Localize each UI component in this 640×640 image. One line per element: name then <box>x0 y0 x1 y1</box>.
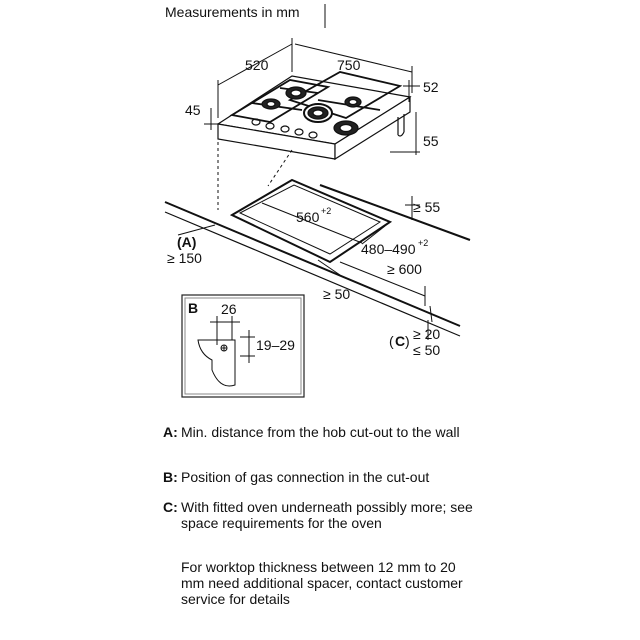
legend-key: A: <box>163 424 178 440</box>
legend-text: With fitted oven underneath possibly more; see space requirements for the oven <box>181 499 473 531</box>
dim-cutout-depth: 480–490 <box>361 241 416 257</box>
dim-edge-offset: 52 <box>423 79 439 95</box>
legend-key: B: <box>163 469 178 485</box>
diagram-title: Measurements in mm <box>165 4 300 20</box>
dim-oven-distance-max: ≤ 50 <box>413 342 441 358</box>
marker-c-close: ) <box>405 333 410 349</box>
dim-cutout-depth-tolerance: +2 <box>418 238 429 248</box>
hob-drawing <box>218 72 410 159</box>
marker-b: B <box>188 300 199 316</box>
dim-cutout-width: 560 <box>296 209 320 225</box>
dim-oven-distance-min: ≥ 20 <box>413 326 441 342</box>
legend-text: Min. distance from the hob cut-out to the wall <box>181 424 460 440</box>
dim-gas-offset: 55 <box>423 133 439 149</box>
dim-detail-width: 26 <box>221 301 237 317</box>
dim-depth: 520 <box>245 57 269 73</box>
dim-width: 750 <box>337 57 361 73</box>
dim-front-distance: ≥ 50 <box>323 286 351 302</box>
marker-c: C <box>395 333 406 349</box>
dim-cutout-width-tolerance: +2 <box>321 206 332 216</box>
detail-b-box <box>182 295 304 397</box>
worktop-note: For worktop thickness between 12 mm to 20 mm need additional spacer, contact customer service for details <box>181 559 463 607</box>
dim-back-distance: ≥ 55 <box>413 199 441 215</box>
legend-text: Position of gas connection in the cut-out <box>181 469 430 485</box>
dim-height: 45 <box>185 102 201 118</box>
dim-detail-height: 19–29 <box>256 337 295 353</box>
legend-key: C: <box>163 499 178 515</box>
marker-a: (A) <box>177 234 197 250</box>
marker-c-open: ( <box>389 333 394 349</box>
dim-wall-distance: ≥ 150 <box>167 250 202 266</box>
dim-worktop-depth: ≥ 600 <box>387 261 422 277</box>
